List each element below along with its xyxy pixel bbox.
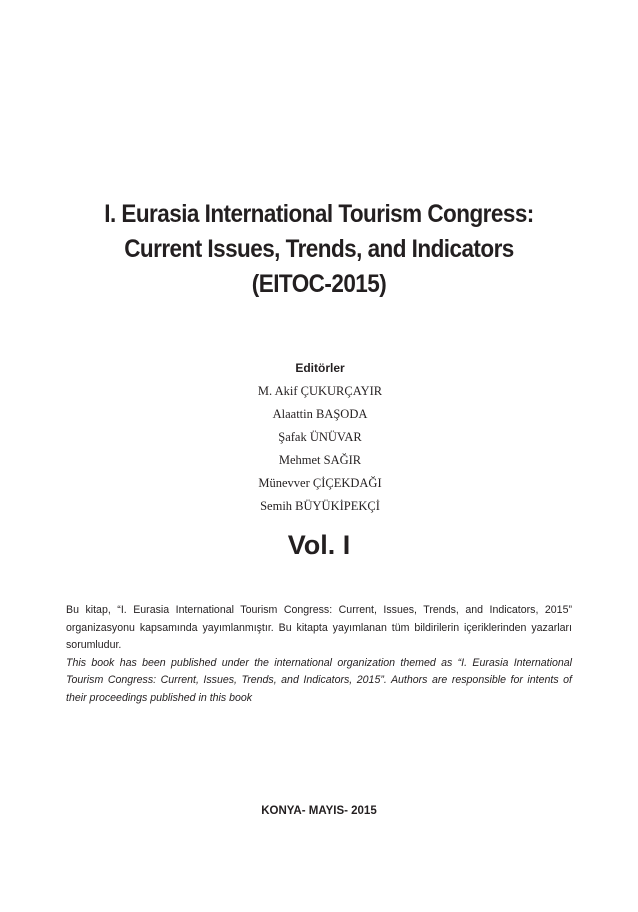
notice-english: This book has been published under the international organization themed as “I. Eurasia International Tourism Congress: Current, Issues, Trends, and Indicators, 2015”. Authors are responsible for intents of their proceedings published in this book: [66, 656, 572, 704]
notice-turkish: Bu kitap, “I. Eurasia International Tourism Congress: Current, Issues, Trends, and Indicators, 2015” organizasyonu kapsamında yayımlanmıştır. Bu kitapta yayımlanan tüm bildirilerin içeriklerinden yazarları sorumludur.: [66, 604, 572, 651]
editor-name: M. Akif ÇUKURÇAYIR: [257, 384, 383, 398]
editor-name: Şafak ÜNÜVAR: [278, 430, 362, 444]
book-title: [68, 197, 570, 302]
title-line-3: (EITOC-2015): [251, 270, 387, 298]
place-date-footer: KONYA- MAYIS- 2015: [261, 805, 377, 817]
editors-heading: Editörler: [295, 361, 345, 375]
editors-block: [170, 357, 470, 518]
editor-name: Münevver ÇİÇEKDAĞI: [258, 476, 382, 490]
editor-name: Mehmet SAĞIR: [278, 453, 362, 467]
title-line-2: Current Issues, Trends, and Indicators: [124, 235, 514, 263]
publication-notice: [66, 602, 572, 707]
editor-name: Alaattin BAŞODA: [272, 407, 368, 421]
volume-label: Vol. I: [287, 530, 351, 560]
title-line-1: I. Eurasia International Tourism Congress:: [104, 200, 534, 228]
editor-name: Semih BÜYÜKİPEKÇİ: [260, 499, 380, 513]
